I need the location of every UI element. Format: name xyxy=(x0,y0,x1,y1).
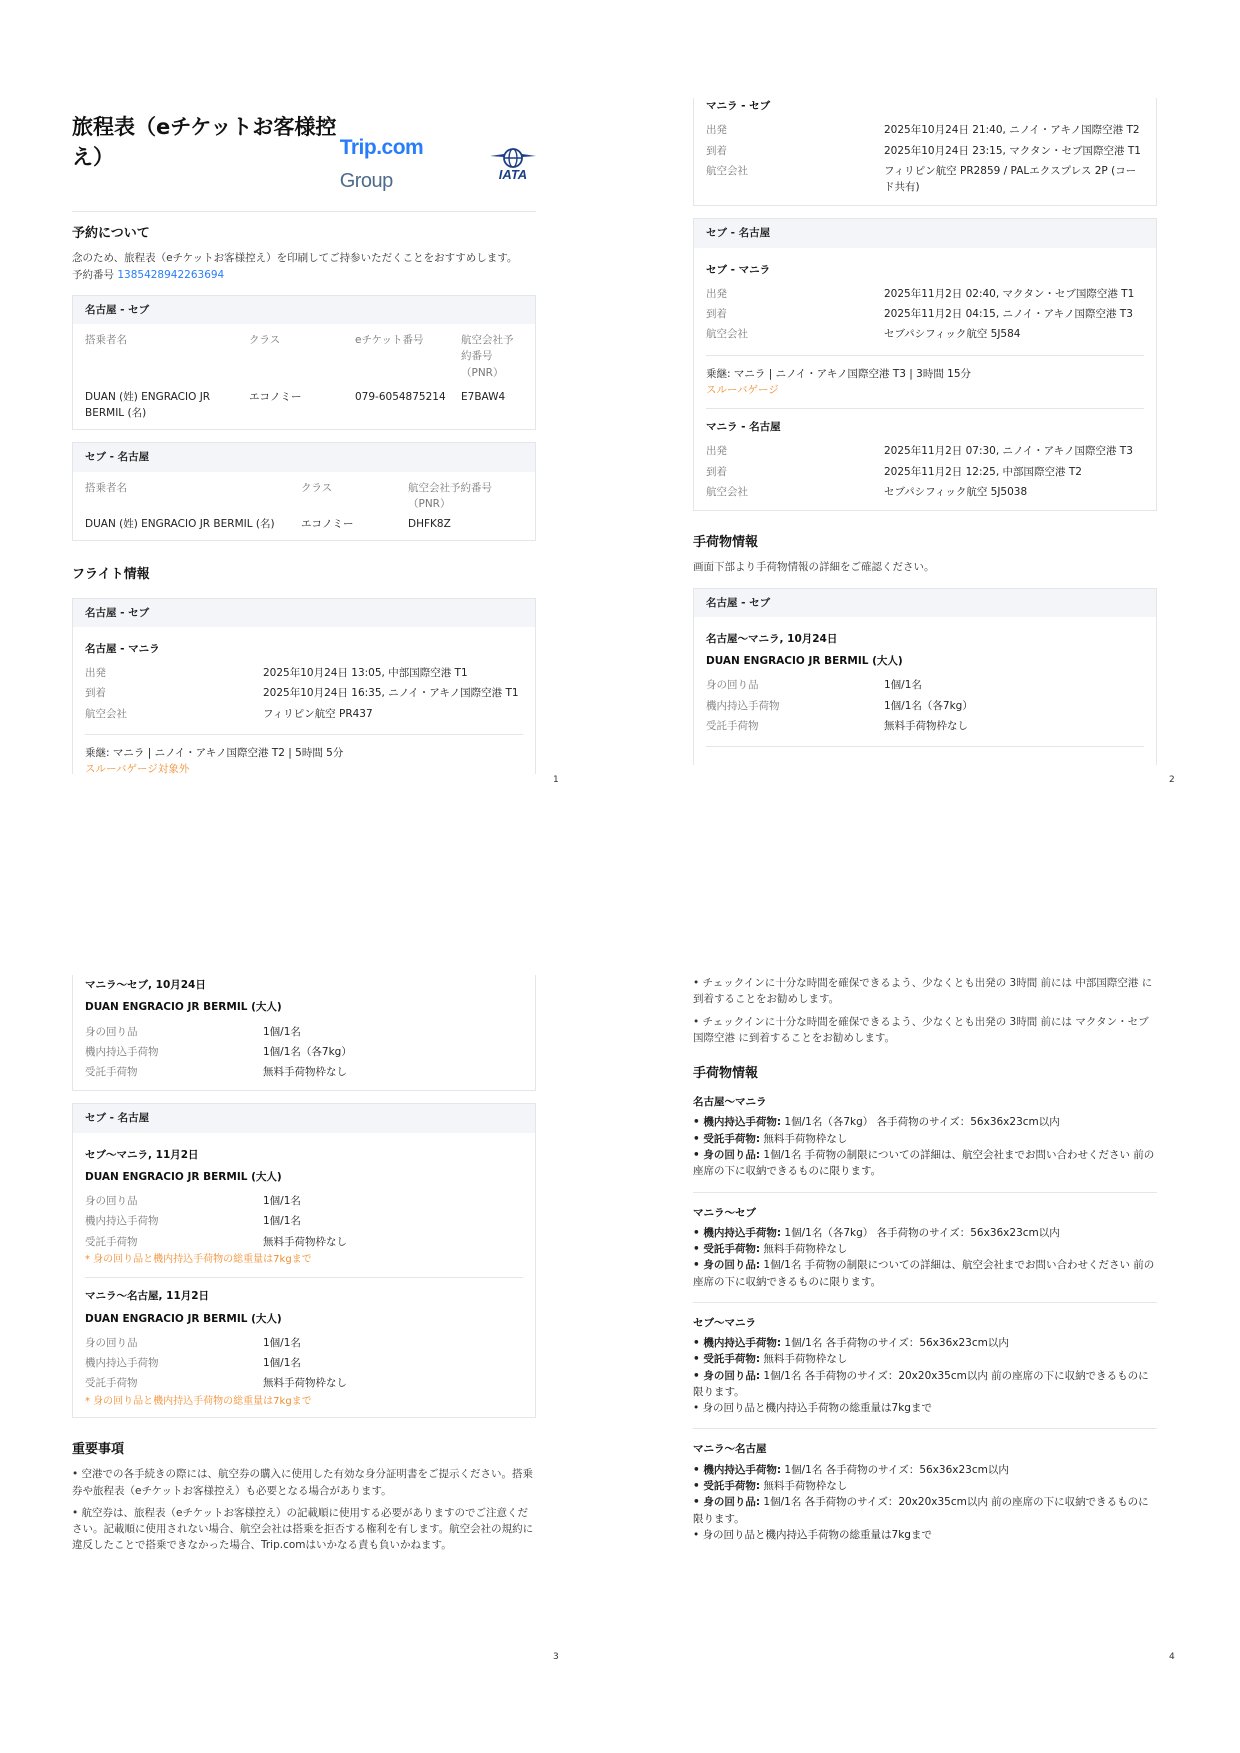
baggage-detail-section: 名古屋〜マニラ • 機内持込手荷物: 1個/1名（各7kg） 各手荷物のサイズ：56x36x23cm以内 • 受託手荷物: 無料手荷物枠なし • 身の回り品: 1個/1名 手荷物の制限についての詳細は、航空会社までお問い合わせください 前の座席の下に収納できるものに限ります。 xyxy=(693,1094,1157,1179)
card-header: 名古屋 - セブ xyxy=(694,589,1156,617)
baggage-segment-title: 名古屋〜マニラ, 10月24日 xyxy=(706,632,838,645)
page-number: 3 xyxy=(553,1652,559,1662)
logos xyxy=(340,132,536,197)
page-4 xyxy=(687,975,1163,1651)
iata-globe-icon xyxy=(490,148,536,168)
document-header xyxy=(72,98,536,212)
baggage-segment-title: セブ〜マニラ, 11月2日 xyxy=(85,1148,199,1161)
baggage-card-outbound: 名古屋 - セブ 名古屋〜マニラ, 10月24日 DUAN ENGRACIO JR BERMIL (大人) 身の回り品 1個/1名 機内持込手荷物 1個/1名（各7kg） 受託手荷物 無料手荷物枠なし xyxy=(693,588,1157,766)
weight-note: * 身の回り品と機内持込手荷物の総重量は7kgまで xyxy=(85,1395,312,1407)
baggage-card-return: セブ - 名古屋 セブ〜マニラ, 11月2日 DUAN ENGRACIO JR BERMIL (大人) 身の回り品 1個/1名 機内持込手荷物 1個/1名 受託手荷物 無料手荷物枠なし * 身の回り品と機内持込手荷物の総重量は7kgまで マニラ〜名古屋, 11月2日 DUAN ENGRACIO JR BERMIL (大人) 身の回り品 1個/1名 機内持込手荷物 1個/1名 受託手荷物 無料手荷物枠なし * 身の回り品と機内持込手荷物の総重量は7kgまで xyxy=(72,1103,536,1418)
baggage-detail-title: セブ〜マニラ xyxy=(693,1316,756,1329)
flight-card-outbound: 名古屋 - セブ 名古屋 - マニラ 出発 2025年10月24日 13:05, 中部国際空港 T1 到着 2025年10月24日 16:35, ニノイ・アキノ国際空港 T1 航空会社 フィリピン航空 PR437 乗継: マニラ | ニノイ・アキノ国際空港 T2 | 5時間 5分 スルーバゲージ対象外 xyxy=(72,598,536,774)
important-item: • チェックインに十分な時間を確保できるよう、少なくとも出発の 3時間 前には マクタン・セブ国際空港 に到着することをお勧めします。 xyxy=(693,1015,1149,1044)
baggage-detail-section: マニラ〜名古屋 • 機内持込手荷物: 1個/1名 各手荷物のサイズ：56x36x23cm以内 • 受託手荷物: 無料手荷物枠なし • 身の回り品: 1個/1名 各手荷物のサイズ：20x20x35cm以内 前の座席の下に収納できるものに限ります。 • 身の回り品と機内持込手荷物の総重量は7kgまで xyxy=(693,1441,1157,1543)
trip-com-group-logo: Trip.com Group xyxy=(339,136,424,192)
important-item: • チェックインに十分な時間を確保できるよう、少なくとも出発の 3時間 前には 中部国際空港 に到着することをお勧めします。 xyxy=(693,977,1153,1006)
baggage-card-outbound-cont: マニラ〜セブ, 10月24日 DUAN ENGRACIO JR BERMIL (大人) 身の回り品 1個/1名 機内持込手荷物 1個/1名（各7kg） 受託手荷物 無料手荷物枠なし xyxy=(72,975,536,1091)
segment-title: マニラ - 名古屋 xyxy=(706,421,781,434)
passenger-table-header: 搭乗者名 クラス 航空会社予約番号（PNR） xyxy=(85,481,492,510)
baggage-detail-section: マニラ〜セブ • 機内持込手荷物: 1個/1名（各7kg） 各手荷物のサイズ：56x36x23cm以内 • 受託手荷物: 無料手荷物枠なし • 身の回り品: 1個/1名 手荷物の制限についての詳細は、航空会社までお問い合わせください 前の座席の下に収納できるものに限ります。 xyxy=(693,1205,1157,1290)
page-number: 2 xyxy=(1169,775,1175,785)
page-number: 4 xyxy=(1169,1652,1175,1662)
baggage-segment-title: マニラ〜名古屋, 11月2日 xyxy=(85,1290,210,1303)
through-baggage-status: スルーバゲージ xyxy=(706,383,779,396)
segment-title: セブ - マニラ xyxy=(706,263,771,276)
booking-heading: 予約について xyxy=(72,226,150,242)
baggage-detail-section: セブ〜マニラ • 機内持込手荷物: 1個/1名 各手荷物のサイズ：56x36x23cm以内 • 受託手荷物: 無料手荷物枠なし • 身の回り品: 1個/1名 各手荷物のサイズ：20x20x35cm以内 前の座席の下に収納できるものに限ります。 • 身の回り品と機内持込手荷物の総重量は7kgまで xyxy=(693,1315,1157,1417)
iata-logo: IATA xyxy=(490,148,536,181)
passenger-table-header: 搭乗者名 クラス eチケット番号 航空会社予約番号（PNR） xyxy=(85,334,514,379)
baggage-intro: 画面下部より手荷物情報の詳細をご確認ください。 xyxy=(693,561,935,574)
transfer-info: 乗継: マニラ | ニノイ・アキノ国際空港 T2 | 5時間 5分 xyxy=(85,746,344,759)
page-number: 1 xyxy=(553,775,559,785)
segment-title: マニラ - セブ xyxy=(706,100,771,112)
passenger-row: DUAN (姓) ENGRACIO JR BERMIL (名) エコノミー DHFK8Z xyxy=(85,518,451,531)
important-item: • 空港での各手続きの際には、航空券の購入に使用した有効な身分証明書をご提示ください。搭乗券や旅程表（eチケットお客様控え）も必要となる場合があります。 xyxy=(72,1468,534,1497)
passenger-card-outbound xyxy=(72,295,536,431)
card-header: セブ - 名古屋 xyxy=(73,1104,535,1132)
flight-card-outbound-cont: マニラ - セブ 出発 2025年10月24日 21:40, ニノイ・アキノ国際空港 T2 到着 2025年10月24日 23:15, マクタン・セブ国際空港 T1 航空会社 フィリピン航空 PR2859 / PALエクスプレス 2P (コード共有) xyxy=(693,98,1157,206)
passenger-row: DUAN (姓) ENGRACIO JR BERMIL (名) エコノミー 079-6054875214 E7BAW4 xyxy=(85,390,506,420)
page-3 xyxy=(66,975,542,1651)
baggage-passenger: DUAN ENGRACIO JR BERMIL (大人) xyxy=(706,655,903,668)
baggage-detail-title: マニラ〜名古屋 xyxy=(693,1443,767,1456)
baggage-detail-heading: 手荷物情報 xyxy=(693,1066,759,1082)
booking-notice: 念のため、旅程表（eチケットお客様控え）を印刷してご持参いただくことをおすすめします。 xyxy=(72,252,518,265)
page-1 xyxy=(66,98,542,774)
card-header: セブ - 名古屋 xyxy=(694,219,1156,247)
card-header: 名古屋 - セブ xyxy=(73,296,535,324)
transfer-info: 乗継: マニラ | ニノイ・アキノ国際空港 T3 | 3時間 15分 xyxy=(706,367,972,380)
passenger-card-return xyxy=(72,442,536,541)
weight-note: * 身の回り品と機内持込手荷物の総重量は7kgまで xyxy=(85,1253,312,1265)
document-title: 旅程表（eチケットお客様控え） xyxy=(72,115,337,170)
baggage-detail-title: 名古屋〜マニラ xyxy=(693,1096,767,1109)
baggage-segment-title: マニラ〜セブ, 10月24日 xyxy=(85,979,206,991)
important-item: • 航空券は、旅程表（eチケットお客様控え）の記載順に使用する必要がありますのでご注意ください。記載順に使用されない場合、航空会社は搭乗を拒否する権利を有します。航空会社の規約に違反したことで搭乗できなかった場合、Trip.comはいかなる責も負いかねます。 xyxy=(72,1506,534,1552)
booking-number-link[interactable]: 1385428942263694 xyxy=(117,268,225,281)
card-header: セブ - 名古屋 xyxy=(73,443,535,471)
through-baggage-status: スルーバゲージ対象外 xyxy=(85,763,190,774)
booking-number-line: 予約番号 1385428942263694 xyxy=(72,268,225,281)
baggage-heading: 手荷物情報 xyxy=(693,535,759,551)
page-2 xyxy=(687,98,1163,774)
baggage-passenger: DUAN ENGRACIO JR BERMIL (大人) xyxy=(85,1001,282,1014)
flight-card-return: セブ - 名古屋 セブ - マニラ 出発 2025年11月2日 02:40, マクタン・セブ国際空港 T1 到着 2025年11月2日 04:15, ニノイ・アキノ国際空港 T3 航空会社 セブパシフィック航空 5J584 乗継: マニラ | ニノイ・アキノ国際空港 T3 | 3時間 15分 スルーバゲージ マニラ - 名古屋 出発 2025年11月2日 07:30, ニノイ・アキノ国際空港 T3 到着 2025年11月2日 12:25, 中部国際空港 T2 航空会社 セブパシフィック航空 5J5038 xyxy=(693,218,1157,511)
baggage-passenger: DUAN ENGRACIO JR BERMIL (大人) xyxy=(85,1312,282,1325)
flight-info-heading: フライト情報 xyxy=(72,567,150,583)
important-heading: 重要事項 xyxy=(72,1442,125,1458)
baggage-detail-title: マニラ〜セブ xyxy=(693,1206,756,1219)
card-header: 名古屋 - セブ xyxy=(73,599,535,627)
segment-title: 名古屋 - マニラ xyxy=(85,642,160,655)
baggage-passenger: DUAN ENGRACIO JR BERMIL (大人) xyxy=(85,1170,282,1183)
